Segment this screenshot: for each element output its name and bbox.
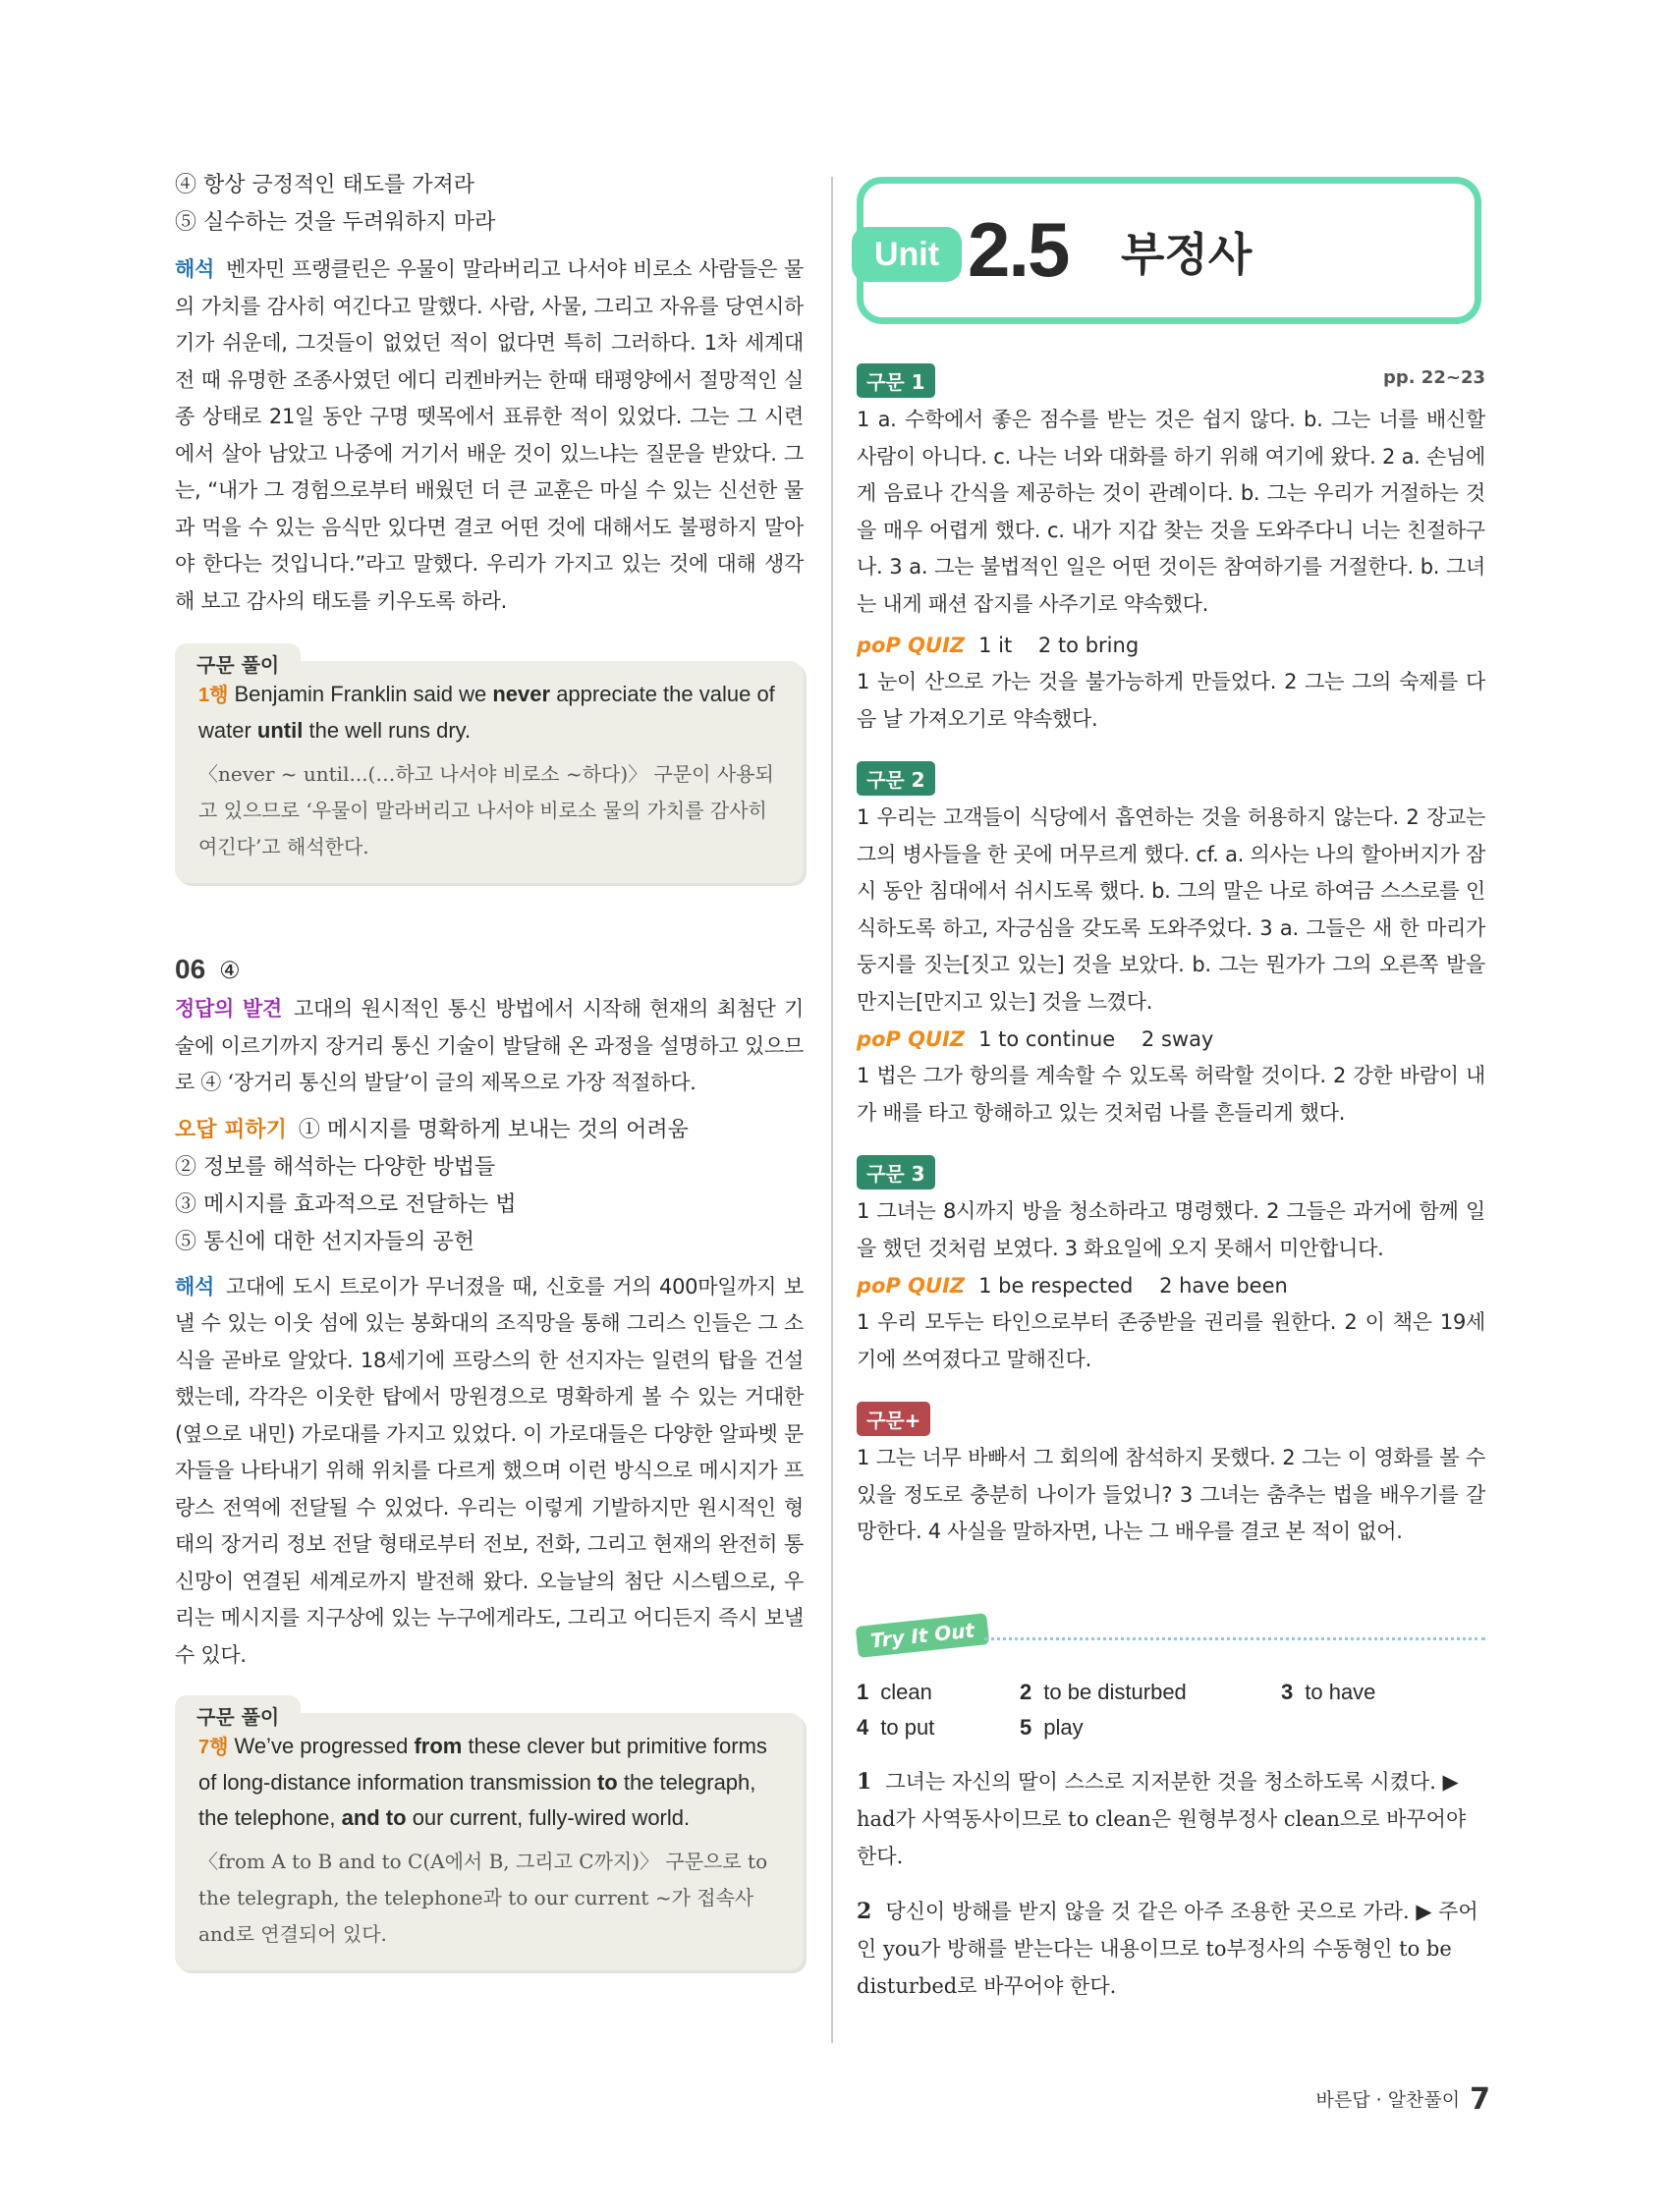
sentence-fragment: appreciate the value of water bbox=[198, 682, 775, 743]
section-text: 1 a. 수학에서 좋은 점수를 받는 것은 쉽지 않다. b. 그는 너를 배신할 사람이 아니다. c. 나는 너와 대화를 하기 위해 여기에 왔다. 2 a. 손님에게 음료나 간식을 제공하는 것이 관례이다. b. 그는 우리가 거절하는 것을 매우 어렵게 했다. c. 내가 지갑 찾는 것을 도와주다니 너는 친절하구나. 3 a. 그는 불법적인 일은 어떤 것이든 참여하기를 거절한다. b. 그녀는 내게 패션 잡지를 사주기로 약속했다. bbox=[857, 408, 1485, 616]
syntax-box-1 bbox=[175, 653, 804, 883]
translation-2 bbox=[175, 1269, 804, 1675]
syntax-sentence bbox=[198, 682, 775, 743]
section-3 bbox=[857, 1155, 1485, 1378]
section-plus bbox=[857, 1402, 1485, 1551]
translation-label: 해석 bbox=[175, 257, 214, 281]
sentence-fragment: the well runs dry. bbox=[303, 718, 472, 743]
emphasis-word: until bbox=[256, 718, 304, 743]
discovery-label: 정답의 발견 bbox=[175, 997, 283, 1021]
try-it-out-header bbox=[857, 1612, 1485, 1667]
line-tag: 1행 bbox=[198, 685, 229, 706]
pop-quiz bbox=[857, 627, 1485, 664]
pop-quiz-label: poP QUIZ bbox=[857, 1027, 966, 1051]
wrong-answer-item: ⑤ 통신에 대한 선지자들의 공헌 bbox=[175, 1229, 474, 1254]
answer-item: 2 to be disturbed bbox=[1020, 1679, 1187, 1704]
explanation-number: 1 bbox=[857, 1768, 872, 1795]
column-divider bbox=[831, 177, 833, 2043]
explanation-1 bbox=[857, 1763, 1485, 1875]
section-tag: 구문 2 bbox=[857, 761, 935, 796]
explanation-text: 당신이 방해를 받지 않을 것 같은 아주 조용한 곳으로 가라. ▶ 주어인 you가 방해를 받는다는 내용이므로 to부정사의 수동형인 to be disturbed로 바꾸어야 한다. bbox=[857, 1899, 1478, 1998]
emphasis-word: and to bbox=[341, 1805, 407, 1830]
translation-1 bbox=[175, 251, 804, 620]
emphasis-word: never bbox=[492, 682, 551, 706]
syntax-sentence bbox=[198, 1734, 767, 1830]
syntax-explanation: 〈never ~ until...(…하고 나서야 비로소 ~하다)〉 구문이 사용되고 있으므로 ‘우물이 말라버리고 나서야 비로소 물의 가치를 감사히 여긴다’고 해석한다. bbox=[198, 762, 774, 858]
option-4: ④ 항상 긍정적인 태도를 가져라 bbox=[175, 173, 474, 197]
left-column bbox=[175, 167, 804, 1970]
explanation-2 bbox=[857, 1893, 1485, 2005]
translation-label: 해석 bbox=[175, 1274, 214, 1299]
syntax-box-2 bbox=[175, 1705, 804, 1970]
emphasis-word: from bbox=[414, 1734, 463, 1758]
answer-item: 4 to put bbox=[857, 1714, 935, 1740]
sentence-fragment: these clever but primitive forms of long-distance information transmission bbox=[198, 1734, 767, 1795]
sentence-fragment: our current, fully-wired world. bbox=[406, 1805, 691, 1830]
right-column bbox=[857, 363, 1485, 2005]
footer-label: 바른답 · 알찬풀이 bbox=[1315, 2089, 1461, 2111]
wrong-answer-item: 오답 피하기 ① 메시지를 명확하게 보내는 것의 어려움 bbox=[175, 1117, 689, 1142]
page-footer bbox=[1316, 2082, 1490, 2117]
sentence-fragment: We’ve progressed bbox=[234, 1734, 415, 1758]
emphasis-word: to bbox=[596, 1770, 618, 1795]
pop-quiz-answers: 1 be respected 2 have been bbox=[978, 1274, 1288, 1298]
translation-text: 고대에 도시 트로이가 무너졌을 때, 신호를 거의 400마일까지 보낼 수 있는 이웃 섬에 있는 봉화대의 조직망을 통해 그리스 인들은 그 소식을 곧바로 알았다. 18세기에 프랑스의 한 선지자는 일련의 탑을 건설했는데, 각각은 이웃한 탑에서 망원경으로 명확하게 볼 수 있는 거대한 (옆으로 내민) 가로대를 가지고 있었다. 이 가로대들은 다양한 알파벳 문자들을 나타내기 위해 위치를 다르게 했으며 이런 방식으로 메시지가 프랑스 전역에 전달될 수 있었다. 우리는 이렇게 기발하지만 원시적인 형태의 장거리 정보 전달 형태로부터 전보, 전화, 그리고 현재의 완전히 통신망이 연결된 세계로까지 발전해 왔다. 오늘날의 첨단 시스템으로, 우리는 메시지를 지구상에 있는 누구에게라도, 그리고 어디든지 즉시 보낼 수 있다. bbox=[175, 1274, 804, 1667]
syntax-english bbox=[198, 1729, 780, 1836]
section-tag: 구문+ bbox=[857, 1402, 930, 1436]
section-2 bbox=[857, 761, 1485, 1132]
line-tag: 7행 bbox=[198, 1737, 229, 1758]
section-text: 1 우리는 고객들이 식당에서 흡연하는 것을 허용하지 않는다. 2 장교는 그의 병사들을 한 곳에 머무르게 했다. cf. a. 의사는 나의 할아버지가 잠시 동안 침대에서 쉬시도록 했다. b. 그의 말은 나로 하여금 스스로를 인식하도록 하고, 자긍심을 갖도록 도와주었다. 3 a. 그들은 새 한 마리가 둥지를 짓는[짓고 있는] 것을 보았다. b. 그는 뭔가가 그의 오른쪽 발을 만지는[만지고 있는] 것을 느꼈다. bbox=[857, 805, 1485, 1014]
section-tag: 구문 1 bbox=[857, 363, 935, 398]
answer-item: 1 clean bbox=[857, 1679, 932, 1704]
syntax-english bbox=[198, 677, 780, 748]
page-range: pp. 22~23 bbox=[1382, 367, 1485, 388]
pop-quiz-translation: 1 우리 모두는 타인으로부터 존중받을 권리를 원한다. 2 이 책은 19세기에 쓰여졌다고 말해진다. bbox=[857, 1310, 1485, 1371]
pop-quiz-answers: 1 it 2 to bring bbox=[978, 634, 1140, 657]
avoid-label: 오답 피하기 bbox=[175, 1117, 287, 1142]
syntax-box-tab: 구문 풀이 bbox=[175, 643, 301, 682]
wrong-answer-item: ② 정보를 해석하는 다양한 방법들 bbox=[175, 1154, 496, 1180]
answer-item: 3 to have bbox=[1281, 1679, 1376, 1704]
pop-quiz-translation: 1 눈이 산으로 가는 것을 불가능하게 만들었다. 2 그는 그의 숙제를 다음 날 가져오기로 약속했다. bbox=[857, 670, 1485, 731]
try-it-out-label: Try It Out bbox=[856, 1613, 990, 1658]
section-1 bbox=[857, 363, 1485, 738]
question-answer: ④ bbox=[219, 957, 241, 984]
pop-quiz-answers: 1 to continue 2 sway bbox=[978, 1027, 1214, 1051]
explanation-text: 그녀는 자신의 딸이 스스로 지저분한 것을 청소하도록 시켰다. ▶ had가 사역동사이므로 to clean은 원형부정사 clean으로 바꾸어야 한다. bbox=[857, 1769, 1467, 1868]
pop-quiz bbox=[857, 1267, 1485, 1304]
wrong-answers bbox=[175, 1112, 804, 1261]
answer-item: 5 play bbox=[1020, 1714, 1084, 1740]
dotted-rule bbox=[984, 1637, 1485, 1640]
sentence-fragment: the telegraph, the telephone, bbox=[198, 1770, 756, 1830]
answer-grid bbox=[857, 1675, 1485, 1745]
syntax-box-tab: 구문 풀이 bbox=[175, 1695, 301, 1734]
wrong-answer-item: ③ 메시지를 효과적으로 전달하는 법 bbox=[175, 1191, 517, 1217]
unit-title: 부정사 bbox=[1121, 228, 1253, 281]
sentence-fragment: Benjamin Franklin said we bbox=[234, 682, 493, 706]
unit-header bbox=[857, 177, 1481, 324]
question-header bbox=[175, 954, 804, 985]
explanation-number: 2 bbox=[857, 1898, 872, 1924]
syntax-explanation: 〈from A to B and to C(A에서 B, 그리고 C까지)〉 구문으로 to the telegraph, the telephone과 to our current ~가 접속사 and로 연결되어 있다. bbox=[198, 1850, 768, 1946]
option-5: ⑤ 실수하는 것을 두려워하지 마라 bbox=[175, 210, 496, 235]
question-number: 06 bbox=[175, 954, 206, 984]
pop-quiz-label: poP QUIZ bbox=[857, 1274, 966, 1298]
unit-number: 2.5 bbox=[968, 206, 1069, 293]
pop-quiz bbox=[857, 1021, 1485, 1058]
page-number: 7 bbox=[1470, 2082, 1490, 2117]
unit-badge: Unit bbox=[852, 227, 962, 282]
pop-quiz-label: poP QUIZ bbox=[857, 634, 966, 657]
section-text: 1 그녀는 8시까지 방을 청소하라고 명령했다. 2 그들은 과거에 함께 일을 했던 것처럼 보였다. 3 화요일에 오지 못해서 미안합니다. bbox=[857, 1199, 1485, 1260]
pop-quiz-translation: 1 법은 그가 항의를 계속할 수 있도록 허락할 것이다. 2 강한 바람이 내가 배를 타고 항해하고 있는 것처럼 나를 흔들리게 했다. bbox=[857, 1064, 1485, 1125]
translation-text: 벤자민 프랭클린은 우물이 말라버리고 나서야 비로소 사람들은 물의 가치를 감사히 여긴다고 말했다. 사람, 사물, 그리고 자유를 당연시하기가 쉬운데, 그것들이 없었던 적이 없다면 특히 그러하다. 1차 세계대전 때 유명한 조종사였던 에디 리켄바커는 한때 태평양에서 절망적인 실종 상태로 21일 동안 구명 뗏목에서 표류한 적이 있었다. 그는 그 시련에서 살아 남았고 나중에 거기서 배운 것이 있느냐는 질문을 받았다. 그는, “내가 그 경험으로부터 배웠던 더 큰 교훈은 마실 수 있는 신선한 물과 먹을 수 있는 음식만 있다면 결코 어떤 것에 대해서도 불평하지 말아야 한다는 것입니다.”라고 말했다. 우리가 가지고 있는 것에 대해 생각해 보고 감사의 태도를 키우도록 하라. bbox=[175, 257, 804, 613]
discovery-text: 고대의 원시적인 통신 방법에서 시작해 현재의 최첨단 기술에 이르기까지 장거리 통신 기술이 발달해 온 과정을 설명하고 있으므로 ④ ‘장거리 통신의 발달’이 글의 제목으로 가장 적절하다. bbox=[175, 997, 804, 1094]
section-tag: 구문 3 bbox=[857, 1155, 935, 1189]
answer-discovery bbox=[175, 991, 804, 1102]
section-text: 1 그는 너무 바빠서 그 회의에 참석하지 못했다. 2 그는 이 영화를 볼 수 있을 정도로 충분히 나이가 들었니? 3 그녀는 춤추는 법을 배우기를 갈망한다. 4 사실을 말하자면, 나는 그 배우를 결코 본 적이 없어. bbox=[857, 1446, 1485, 1543]
